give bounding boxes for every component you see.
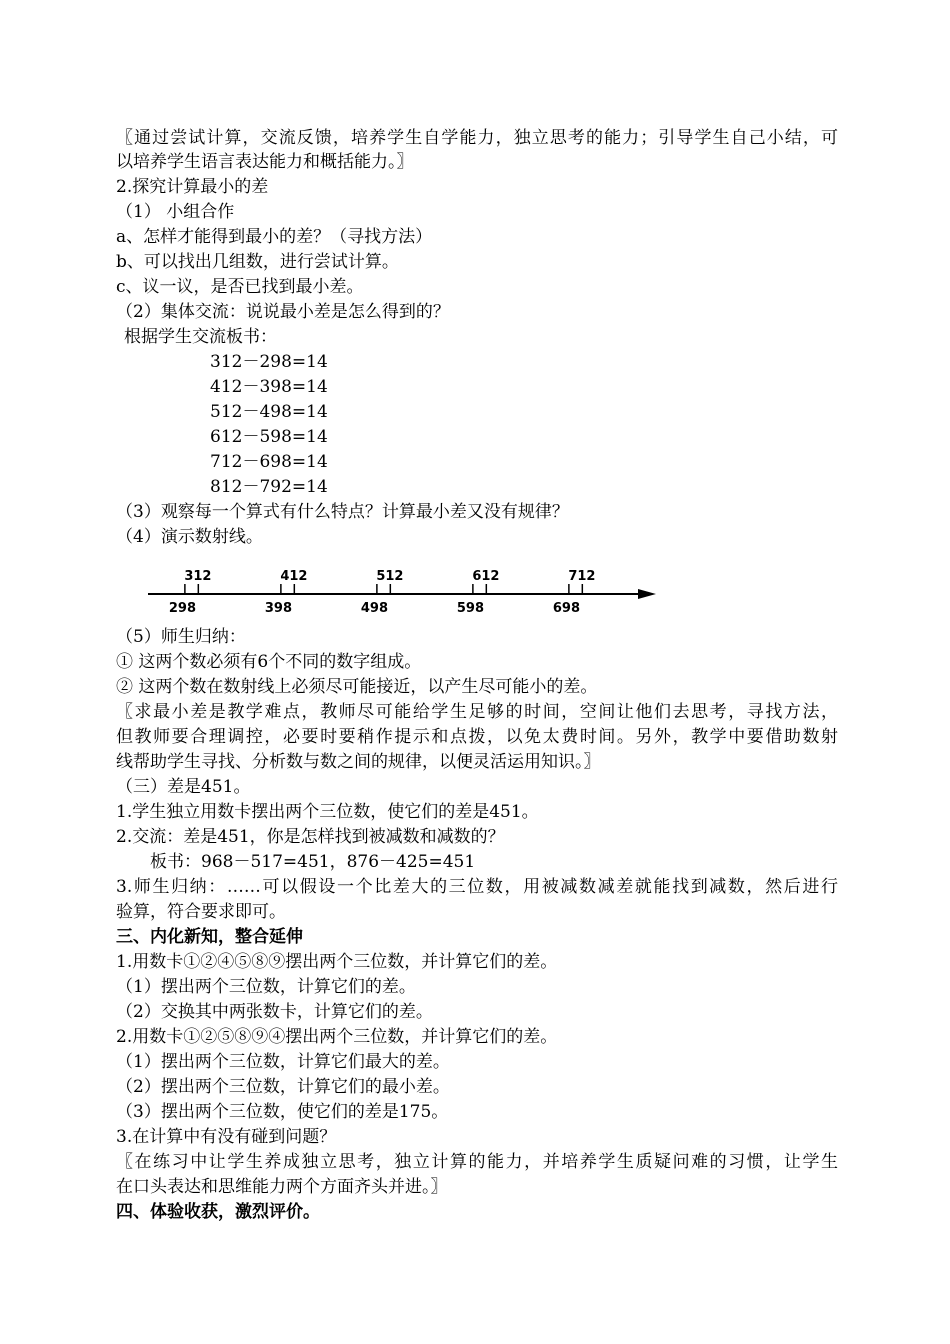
text-line: （2）交换其中两张数卡，计算它们的差。 [116,1002,433,1022]
equation-line: 612－598=14 [210,427,328,447]
text-line: 〖通过尝试计算，交流反馈，培养学生自学能力，独立思考的能力；引导学生自己小结，可 [116,128,838,148]
tick-label-top: 512 [376,569,404,584]
text-line: （2）集体交流：说说最小差是怎么得到的？ [116,302,450,322]
text-line: （3）观察每一个算式有什么特点？计算最小差又没有规律？ [116,502,569,522]
text-line: ① 这两个数必须有6个不同的数字组成。 [116,652,422,672]
tick-label-bottom: 498 [360,601,389,616]
tick-label-top: 312 [184,569,212,584]
tick-label-bottom: 298 [168,601,197,616]
text-line: 根据学生交流板书： [124,327,277,347]
text-line: 在口头表达和思维能力两个方面齐头并进。〗 [116,1177,448,1197]
text-line: （1）摆出两个三位数，计算它们最大的差。 [116,1052,450,1072]
text-line: 验算，符合要求即可。 [116,902,286,922]
text-line: （4）演示数射线。 [116,527,263,547]
text-line: （1） 小组合作 [116,202,235,222]
equation-line: 812－792=14 [210,477,328,497]
text-line: 但教师要合理调控，必要时要稍作提示和点拨，以免太费时间。另外，教学中要借助数射 [116,727,838,747]
equation-line: 412－398=14 [210,377,328,397]
text-line: 3.师生归纳：……可以假设一个比差大的三位数，用被减数减差就能找到减数，然后进行 [116,877,838,897]
text-line: （2）摆出两个三位数，计算它们的最小差。 [116,1077,450,1097]
text-line: 〖求最小差是教学难点，教师尽可能给学生足够的时间，空间让他们去思考，寻找方法， [116,702,838,722]
tick-label-top: 712 [568,569,596,584]
text-line: c、议一议，是否已找到最小差。 [116,277,364,297]
text-line: a、怎样才能得到最小的差？（寻找方法） [116,227,433,247]
text-line: 〖在练习中让学生养成独立思考，独立计算的能力，并培养学生质疑问难的习惯，让学生 [116,1152,838,1172]
number-line-figure [140,560,680,622]
text-line: （5）师生归纳： [116,627,246,647]
text-line: 1.学生独立用数卡摆出两个三位数，使它们的差是451。 [116,802,539,822]
tick-label-top: 612 [472,569,500,584]
equation-line: 512－498=14 [210,402,328,422]
section-heading: 四、体验收获，激烈评价。 [116,1202,320,1222]
text-line: 以培养学生语言表达能力和概括能力。〗 [116,152,414,172]
equation-line: 312－298=14 [210,352,328,372]
tick-label-bottom: 598 [456,601,485,616]
text-line: 2.用数卡①②⑤⑧⑨④摆出两个三位数，并计算它们的差。 [116,1027,558,1047]
text-line: ② 这两个数在数射线上必须尽可能接近，以产生尽可能小的差。 [116,677,598,697]
text-line: b、可以找出几组数，进行尝试计算。 [116,252,399,272]
tick-label-bottom: 698 [552,601,581,616]
text-line: （三）差是451。 [116,777,251,797]
tick-label-top: 412 [280,569,308,584]
text-line: （3）摆出两个三位数，使它们的差是175。 [116,1102,449,1122]
text-line: 2.探究计算最小的差 [116,177,269,197]
section-heading: 三、内化新知，整合延伸 [116,927,303,947]
tick-label-bottom: 398 [264,601,293,616]
arrow-head-icon [638,589,656,599]
text-line: 线帮助学生寻找、分析数与数之间的规律，以便灵活运用知识。〗 [116,752,601,772]
text-line: 3.在计算中有没有碰到问题？ [116,1127,337,1147]
text-line: （1）摆出两个三位数，计算它们的差。 [116,977,416,997]
equation-line: 712－698=14 [210,452,328,472]
text-line: 1.用数卡①②④⑤⑧⑨摆出两个三位数，并计算它们的差。 [116,952,558,972]
text-line: 板书：968－517=451，876－425=451 [150,852,476,872]
text-line: 2.交流：差是451，你是怎样找到被减数和减数的？ [116,827,505,847]
